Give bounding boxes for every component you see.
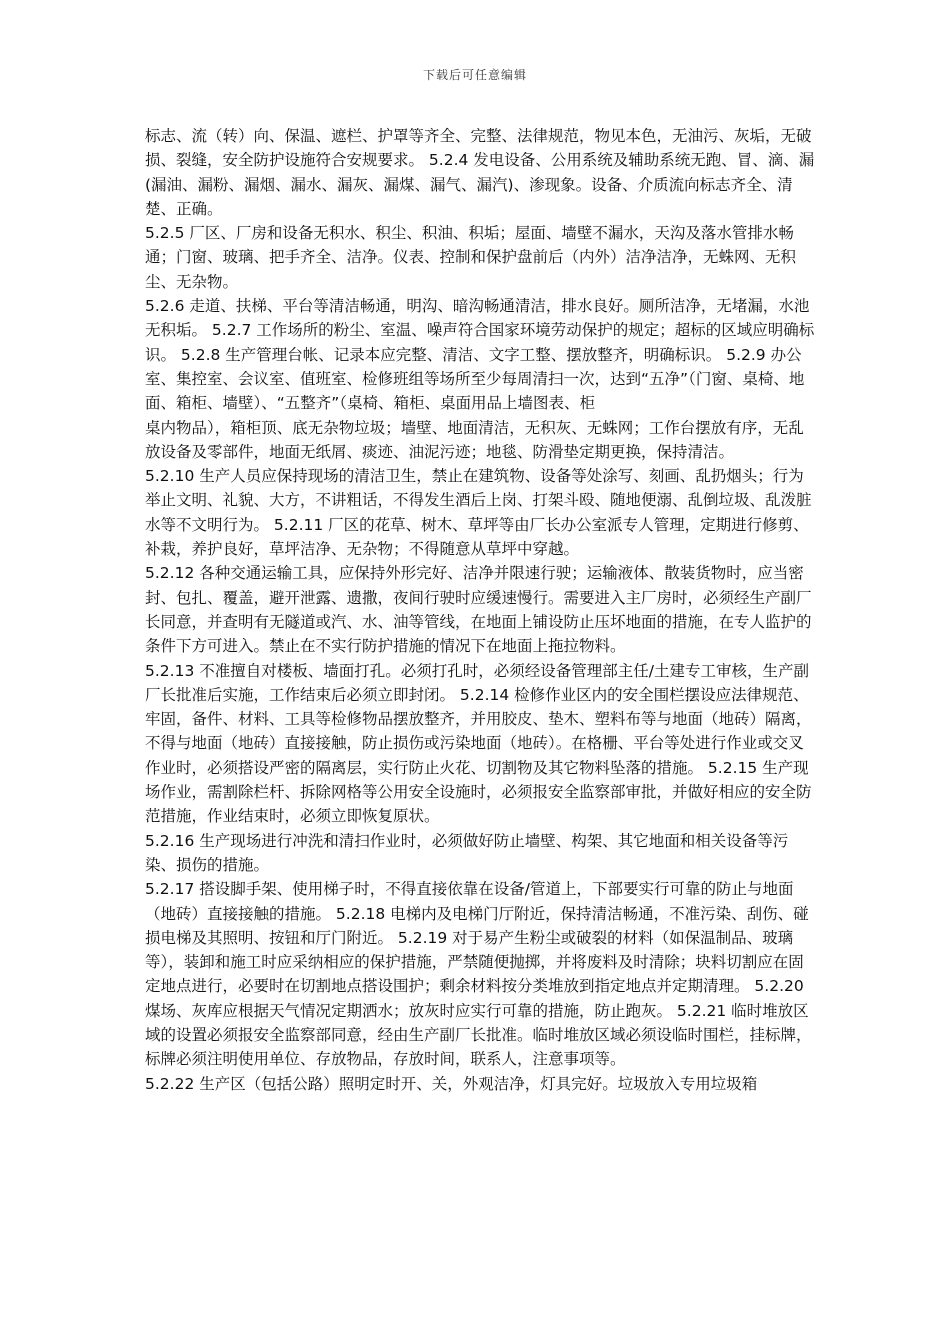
- paragraph: 5.2.10 生产人员应保持现场的清洁卫生，禁止在建筑物、设备等处涂写、刻画、乱扔烟头；行为举止文明、礼貌、大方，不讲粗话，不得发生酒后上岗、打架斗殴、随地便溺、乱倒垃圾、乱泼脏水等不文明行为。 5.2.11 厂区的花草、树木、草坪等由厂长办公室派专人管理，定期进行修剪、补栽，养护良好，草坪洁净、无杂物；不得随意从草坪中穿越。: [145, 467, 812, 559]
- page-header: 下载后可任意编辑: [422, 68, 527, 82]
- paragraph: 5.2.16 生产现场进行冲洗和清扫作业时，必须做好防止墙壁、构架、其它地面和相关设备等污染、损伤的措施。: [145, 831, 789, 874]
- paragraph: 5.2.22 生产区（包括公路）照明定时开、关，外观洁净，灯具完好。垃圾放入专用垃圾箱: [145, 1074, 758, 1093]
- paragraph: 5.2.6 走道、扶梯、平台等清洁畅通，明沟、暗沟畅通清洁，排水良好。厕所洁净，无堵漏，水池无积垢。 5.2.7 工作场所的粉尘、室温、噪声符合国家环境劳动保护的规定；超标的区域应明确标识。 5.2.8 生产管理台帐、记录本应完整、清洁、文字工整、摆放整齐，明确标识。 5.2.9 办公室、集控室、会议室、值班室、检修班组等场所至少每周清扫一次，达到“五净”（门窗、桌椅、地面、箱柜、墙壁）、“五整齐”（桌椅、箱柜、桌面用品上墙图表、柜: [145, 297, 815, 413]
- paragraph: 桌内物品），箱柜顶、底无杂物垃圾；墙壁、地面清洁，无积灰、无蛛网；工作台摆放有序，无乱放设备及零部件，地面无纸屑、痰迹、油泥污迹；地毯、防滑垫定期更换，保持清洁。: [145, 418, 804, 461]
- paragraph: 5.2.12 各种交通运输工具，应保持外形完好、洁净并限速行驶；运输液体、散装货物时，应当密封、包扎、覆盖，避开泄露、遗撒，夜间行驶时应缓速慢行。需要进入主厂房时，必须经生产副厂长同意，并查明有无隧道或汽、水、油等管线，在地面上铺设防止压坏地面的措施，在专人监护的条件下方可进入。禁止在不实行防护措施的情况下在地面上拖拉物料。: [145, 564, 812, 656]
- paragraph: 标志、流（转）向、保温、遮栏、护罩等齐全、完整、法律规范，物见本色，无油污、灰垢，无破损、裂缝，安全防护设施符合安规要求。 5.2.4 发电设备、公用系统及辅助系统无跑、冒、滴、漏(漏油、漏粉、漏烟、漏水、漏灰、漏煤、漏气、漏汽)、渗现象。设备、介质流向标志齐全、清楚、正确。: [145, 127, 815, 218]
- paragraph: 5.2.5 厂区、厂房和设备无积水、积尘、积油、积垢；屋面、墙壁不漏水，天沟及落水管排水畅通；门窗、玻璃、把手齐全、洁净。仪表、控制和保护盘前后（内外）洁净洁净，无蛛网、无积尘、无杂物。: [145, 224, 797, 291]
- paragraph: 5.2.17 搭设脚手架、使用梯子时，不得直接依靠在设备/管道上，下部要实行可靠的防止与地面（地砖）直接接触的措施。 5.2.18 电梯内及电梯门厅附近，保持清洁畅通，不准污染、刮伤、碰损电梯及其照明、按钮和厅门附近。 5.2.19 对于易产生粉尘或破裂的材料（如保温制品、玻璃等），装卸和施工时应采纳相应的保护措施，严禁随便抛掷，并将废料及时清除；块料切割应在固定地点进行，必要时在切割地点搭设围护；剩余材料按分类堆放到指定地点并定期清理。 5.2.20 煤场、灰库应根据天气情况定期洒水；放灰时应实行可靠的措施，防止跑灰。 5.2.21 临时堆放区域的设置必须报安全监察部同意，经由生产副厂长批准。临时堆放区域必须设临时围栏，挂标牌，标牌必须注明使用单位、存放物品，存放时间，联系人，注意事项等。: [145, 880, 812, 1069]
- document-body: [145, 124, 819, 1096]
- paragraph: 5.2.13 不准擅自对楼板、墙面打孔。必须打孔时，必须经设备管理部主任/土建专工审核，生产副厂长批准后实施，工作结束后必须立即封闭。 5.2.14 检修作业区内的安全围栏摆设应法律规范、牢固，备件、材料、工具等检修物品摆放整齐，并用胶皮、垫木、塑料布等与地面（地砖）隔离，不得与地面（地砖）直接接触，防止损伤或污染地面（地砖）。在格栅、平台等处进行作业或交叉作业时，必须搭设严密的隔离层，实行防止火花、切割物及其它物料坠落的措施。 5.2.15 生产现场作业，需割除栏杆、拆除网格等公用安全设施时，必须报安全监察部审批，并做好相应的安全防范措施，作业结束时，必须立即恢复原状。: [145, 661, 812, 826]
